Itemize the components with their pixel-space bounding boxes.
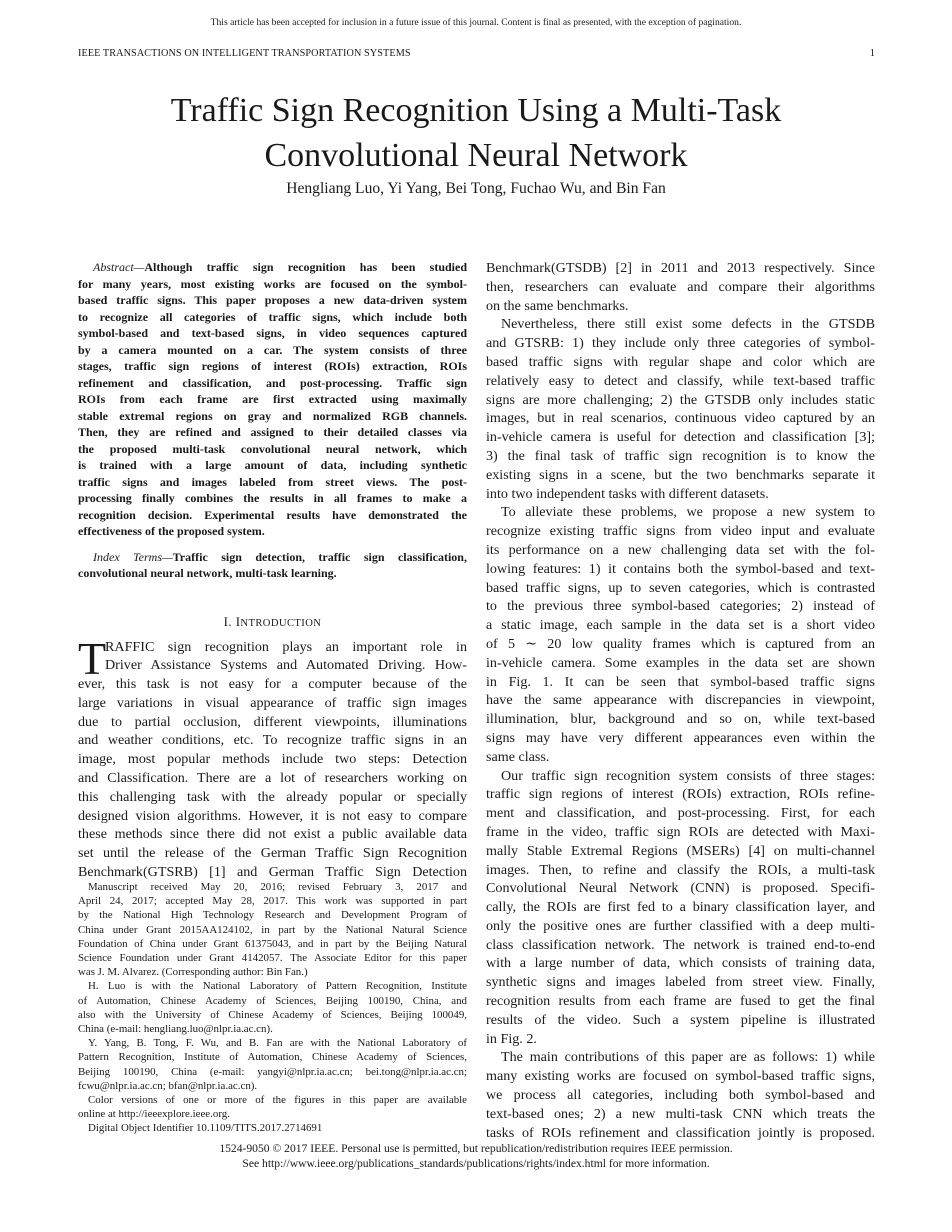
footnote-line: Digital Object Identifier 10.1109/TITS.2017.2714691 [88,1122,323,1135]
intro-line: large variations in visual appearance of traffic sign images [78,694,467,711]
rights-notice: See http://www.ieee.org/publications_standards/publications/rights/index.html for more information. [242,1157,710,1170]
body-text-line: illumination, blur, background and so on, while text-based [486,711,875,728]
body-text-line: class classification network. The network is trained end-to-end [486,936,875,953]
intro-line: due to partial occlusion, different viewpoints, illuminations [78,713,467,730]
intro-line: and Classification. There are a lot of researchers working on [78,770,467,787]
footnote-line: Y. Yang, B. Tong, F. Wu, and B. Fan are with the National Laboratory of [88,1037,467,1050]
body-text-line: a static image, each sample in the data set is a short video [486,617,875,634]
title-line: Convolutional Neural Network [264,137,688,174]
left-column [78,259,467,882]
footnotes [78,880,467,1136]
body-text-line: images. Then, to refine and classify the ROIs, a multi-task [486,861,875,878]
body-text-line: in-vehicle camera is useful for detection and classification [3]; [486,429,875,446]
body-text-line: mally Stable Extremal Regions (MSERs) [4] on multi-channel [486,842,875,859]
footnote-line: Manuscript received May 20, 2016; revised February 3, 2017 and [88,881,467,893]
body-text-line: results of the video. Such a system pipeline is illustrated [486,1011,875,1028]
body-text-line: same class. [486,748,550,765]
intro-line: Driver Assistance Systems and Automated Driving. How- [105,657,467,674]
body-text-line: synthetic signs and images labeled from street view. Finally, [486,974,875,991]
intro-line: ever, this task is not easy for a computer because of the [78,676,467,693]
index-terms-label: Index Terms— [93,549,173,564]
abstract-line: symbol-based and text-based signs, in video sequences captured [78,326,467,340]
body-text-line: The main contributions of this paper are as follows: 1) while [501,1049,875,1066]
body-text-line: frame in the video, traffic sign ROIs are detected with Maxi- [486,823,875,840]
copyright-notice: 1524-9050 © 2017 IEEE. Personal use is permitted, but republication/redistribution requires IEEE permission. [219,1142,733,1155]
abstract-line: the proposed multi-task convolutional neural network, which [78,441,467,456]
right-column-body [486,259,875,1142]
index-terms-line [78,549,467,566]
footnote-line: was J. M. Alvarez. (Corresponding author: Bin Fan.) [78,966,308,979]
body-text-line: in Fig. 2. [486,1030,537,1047]
body-text-line: many existing works are focused on symbol-based traffic signs, [486,1068,875,1085]
body-text-line: text-based ones; 2) a new multi-task CNN which treats the [486,1105,875,1122]
journal-header: IEEE TRANSACTIONS ON INTELLIGENT TRANSPORTATION SYSTEMS [78,48,411,59]
body-text-line: relatively easy to detect and classify, while text-based traffic [486,372,875,389]
body-text-line: recognition results from each frame are fused to get the final [486,993,875,1010]
body-text-line: in-vehicle camera. Some examples in the data set are shown [486,654,875,671]
body-text-line: recognize existing traffic signs from video input and evaluate [486,523,875,540]
body-text-line: with a large number of data, which consists of training data, [486,955,875,972]
abstract-line: to recognize all categories of traffic signs, which include both [78,309,467,324]
abstract-line: ROIs from each frame are first extracted using maximally [78,392,467,406]
paper-authors: Hengliang Luo, Yi Yang, Bei Tong, Fuchao Wu, and Bin Fan [286,180,666,197]
section-title-rest: NTRODUCTION [240,617,322,629]
body-text-line: Convolutional Neural Network (CNN) is proposed. Specifi- [486,880,875,897]
body-text-line: lowing features: 1) it contains both the symbol-based and text- [486,560,875,577]
body-text-line: images, but in real scenarios, continuous video captured by an [486,410,875,427]
body-text-line: signs are more challenging; 2) the GTSDB only includes static [486,391,875,408]
body-text-line: cally, the ROIs are first fed to a binary classification layer, and [486,899,875,916]
intro-line: this challenging task with the already popular or specially [78,788,467,805]
body-text-line: signs may have very different appearances even within the [486,729,875,746]
footnote-line: by the National High Technology Research and Development Program of [78,909,467,922]
abstract-line: is trained with a large amount of data, including synthetic [78,458,467,472]
footnote-line: also with the University of Chinese Academy of Sciences, Beijing 100049, [78,1008,467,1021]
top-notice: This article has been accepted for inclusion in a future issue of this journal. Content is final as presented, with the exception of pagination. [210,17,742,28]
footnote-line: China under Grant 2015AA124102, in part by the National Natural Science [78,923,467,936]
right-column [486,259,875,1142]
abstract-line: Then, they are refined and assigned to their detailed classes via [78,425,467,439]
page-number: 1 [869,48,875,59]
introduction-paragraph [78,632,467,882]
body-text-line: to the previous three symbol-based categories; 2) instead of [486,598,875,615]
footnote-line: Beijing 100190, China (e-mail: yangyi@nlpr.ia.ac.cn; bei.tong@nlpr.ia.ac.cn; [78,1065,467,1078]
abstract-line: stable extremal regions on gray and normalized RGB channels. [78,408,467,423]
body-text-line: its performance on a new challenging data set with the fol- [486,541,875,558]
intro-line: RAFFIC sign recognition plays an important role in [105,638,467,655]
body-text-line: into two independent tasks with different datasets. [486,485,769,502]
section-title-initial: I [235,613,241,629]
body-text-line: Benchmark(GTSDB) [2] in 2011 and 2013 respectively. Since [486,260,875,276]
abstract-line: traffic signs and images labeled from street views. The post- [78,474,467,489]
intro-line: designed vision algorithms. However, it is not easy to compare [78,807,467,824]
body-text-line: traffic sign regions of interest (ROIs) extraction, ROIs refine- [486,786,875,803]
body-text-line: on the same benchmarks. [486,297,629,314]
abstract-line: stages, traffic sign regions of interest (ROIs) extraction, ROIs [78,359,467,373]
footnote-line: April 24, 2017; accepted May 28, 2017. This work was supported in part [78,895,467,908]
body-text-line: and GTSRB: 1) they include only three categories of symbol- [486,335,875,352]
section-numeral: I. [223,613,236,629]
abstract-line: recognition decision. Experimental results have demonstrated the [78,507,467,522]
footnote-line: online at http://ieeexplore.ieee.org. [78,1108,230,1121]
section-heading [78,614,467,630]
footnote-line: of Automation, Chinese Academy of Sciences, Beijing 100190, China, and [78,994,467,1007]
abstract-line: for many years, most existing works are focused on the symbol- [78,276,467,291]
index-terms-line: convolutional neural network, multi-task learning. [78,566,337,580]
body-text-line: based traffic signs, up to seven categories, which is contrasted [486,579,875,596]
intro-line: and weather conditions, etc. To recognize traffic signs in an [78,732,467,749]
body-text-line: then, researchers can evaluate and compare their algorithms [486,278,875,295]
body-text-line: we process all categories, including both symbol-based and [486,1087,875,1104]
body-text-line: ment and classification, and post-processing. First, for each [486,805,875,822]
abstract-line: refinement and classification, and post-processing. Traffic sign [78,375,467,390]
abstract-label: Abstract— [93,260,145,274]
footnote-line: H. Luo is with the National Laboratory of Pattern Recognition, Institute [88,980,467,993]
intro-line: image, most popular methods include two steps: Detection [78,751,467,768]
footnote-line: Pattern Recognition, Institute of Automation, Chinese Academy of Sciences, [78,1051,467,1064]
abstract-line: effectiveness of the proposed system. [78,524,265,538]
footnote-line: Foundation of China under Grant 61375043, and in part by the Beijing Natural [78,937,467,950]
abstract-line: by a camera mounted on a car. The system consists of three [78,342,467,357]
body-text-line: based traffic signs with regular shape and color which are [486,353,875,370]
body-text-line: To alleviate these problems, we propose a new system to [501,504,875,521]
intro-line: set until the release of the German Traffic Sign Recognition [78,845,467,862]
body-text-line: tasks of ROIs refinement and classification jointly is proposed. [486,1124,875,1141]
abstract [78,259,467,540]
body-text-line: have the same appearance with discrepancies in viewpoint, [486,692,875,709]
intro-line: these methods since there did not exist a public available data [78,826,467,843]
paper-title [60,88,892,178]
footnote-line: China (e-mail: hengliang.luo@nlpr.ia.ac.cn). [78,1023,273,1036]
body-text-line: in Fig. 1. It can be seen that symbol-based traffic signs [486,673,875,690]
abstract-text: Although traffic sign recognition has been studied [144,260,467,274]
index-terms [78,549,467,582]
body-text-line: Nevertheless, there still exist some defects in the GTSDB [501,316,875,333]
drop-cap: T [78,632,107,684]
title-line: Traffic Sign Recognition Using a Multi-Task [170,92,782,129]
abstract-line: processing finally combines the results in all frames to make a [78,491,467,505]
body-text-line: of 5 ∼ 20 low quality frames which is captured from an [486,635,875,652]
abstract-line: based traffic signs. This paper proposes a new data-driven system [78,293,467,307]
abstract-line [78,259,467,276]
body-text-line: only the positive ones are further classified with a deep multi- [486,917,875,934]
footnote-line: Science Foundation under Grant 4142057. The Associate Editor for this paper [78,952,467,965]
index-terms-text: Traffic sign detection, traffic sign classification, [172,549,467,564]
body-text-line: 3) the final task of traffic sign recognition is to know the [486,447,875,464]
body-text-line: existing signs in a scene, but the two benchmarks separate it [486,466,875,483]
body-text-line: Our traffic sign recognition system consists of three stages: [501,767,875,784]
intro-line: Benchmark(GTSRB) [1] and German Traffic Sign Detection [78,864,467,881]
footnote-line: Color versions of one or more of the figures in this paper are available [88,1094,467,1107]
footnote-line: fcwu@nlpr.ia.ac.cn; bfan@nlpr.ia.ac.cn). [78,1079,258,1092]
